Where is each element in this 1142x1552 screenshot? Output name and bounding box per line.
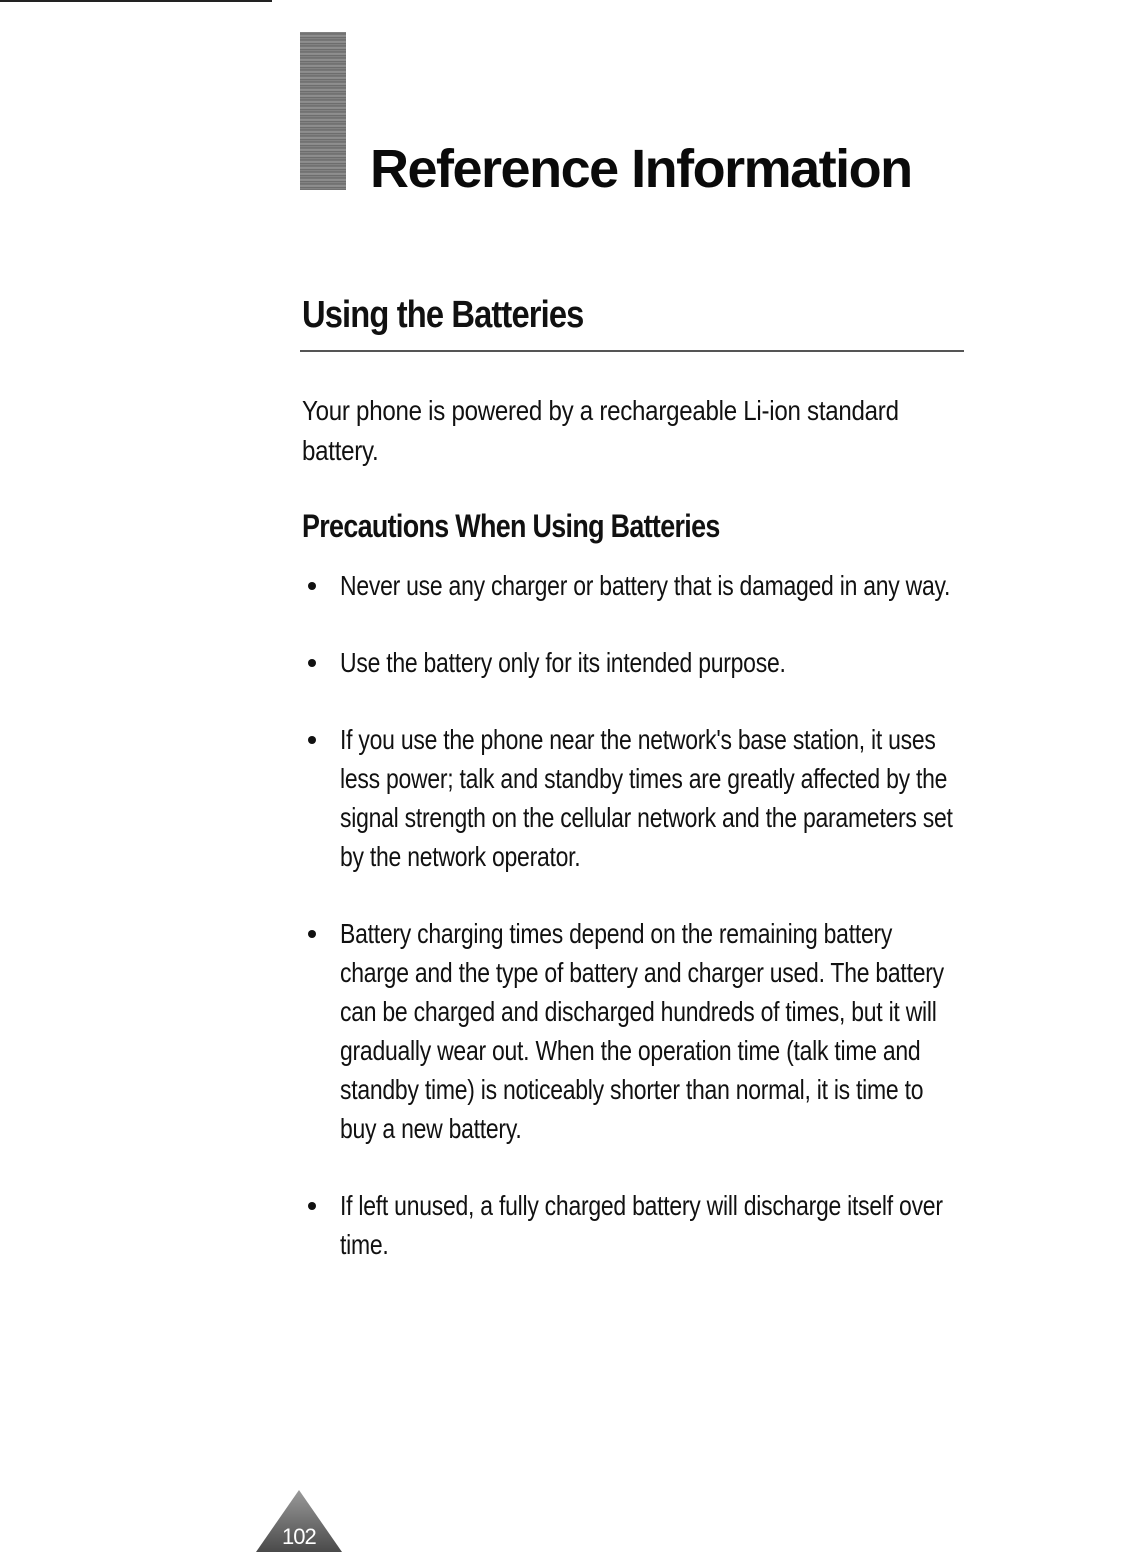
chapter-title: Reference Information bbox=[370, 139, 912, 199]
bullet-icon bbox=[308, 736, 316, 744]
precautions-list bbox=[300, 566, 990, 1302]
list-item-text: Use the battery only for its intended purpose. bbox=[340, 647, 786, 678]
list-item bbox=[300, 566, 990, 605]
list-item bbox=[300, 720, 990, 876]
bullet-icon bbox=[308, 1202, 316, 1210]
bullet-icon bbox=[308, 659, 316, 667]
bullet-icon bbox=[308, 930, 316, 938]
list-item-text: If you use the phone near the network's base station, it uses less power; talk and standby times are greatly affected by the signal strength on the cellular network and the parameters set by the network operator. bbox=[340, 724, 953, 872]
top-rule bbox=[0, 0, 272, 2]
list-item-text: Battery charging times depend on the remaining battery charge and the type of battery and charger used. The battery can be charged and discharged hundreds of times, but it will gradually wear out. When the operation time (talk time and standby time) is noticeably shorter than normal, it is time to buy a new battery. bbox=[340, 918, 944, 1144]
list-item-text: Never use any charger or battery that is damaged in any way. bbox=[340, 570, 951, 601]
page-number: 102 bbox=[282, 1524, 316, 1549]
chapter-bar-graphic bbox=[300, 32, 346, 190]
section-title: Using the Batteries bbox=[302, 294, 584, 336]
list-item bbox=[300, 643, 990, 682]
bullet-icon bbox=[308, 582, 316, 590]
list-item bbox=[300, 914, 990, 1148]
list-item-text: If left unused, a fully charged battery will discharge itself over time. bbox=[340, 1190, 943, 1260]
intro-paragraph: Your phone is powered by a rechargeable Li-ion standard battery. bbox=[302, 395, 899, 466]
list-item bbox=[300, 1186, 990, 1264]
subsection-title: Precautions When Using Batteries bbox=[302, 508, 720, 544]
section-divider bbox=[300, 350, 964, 352]
